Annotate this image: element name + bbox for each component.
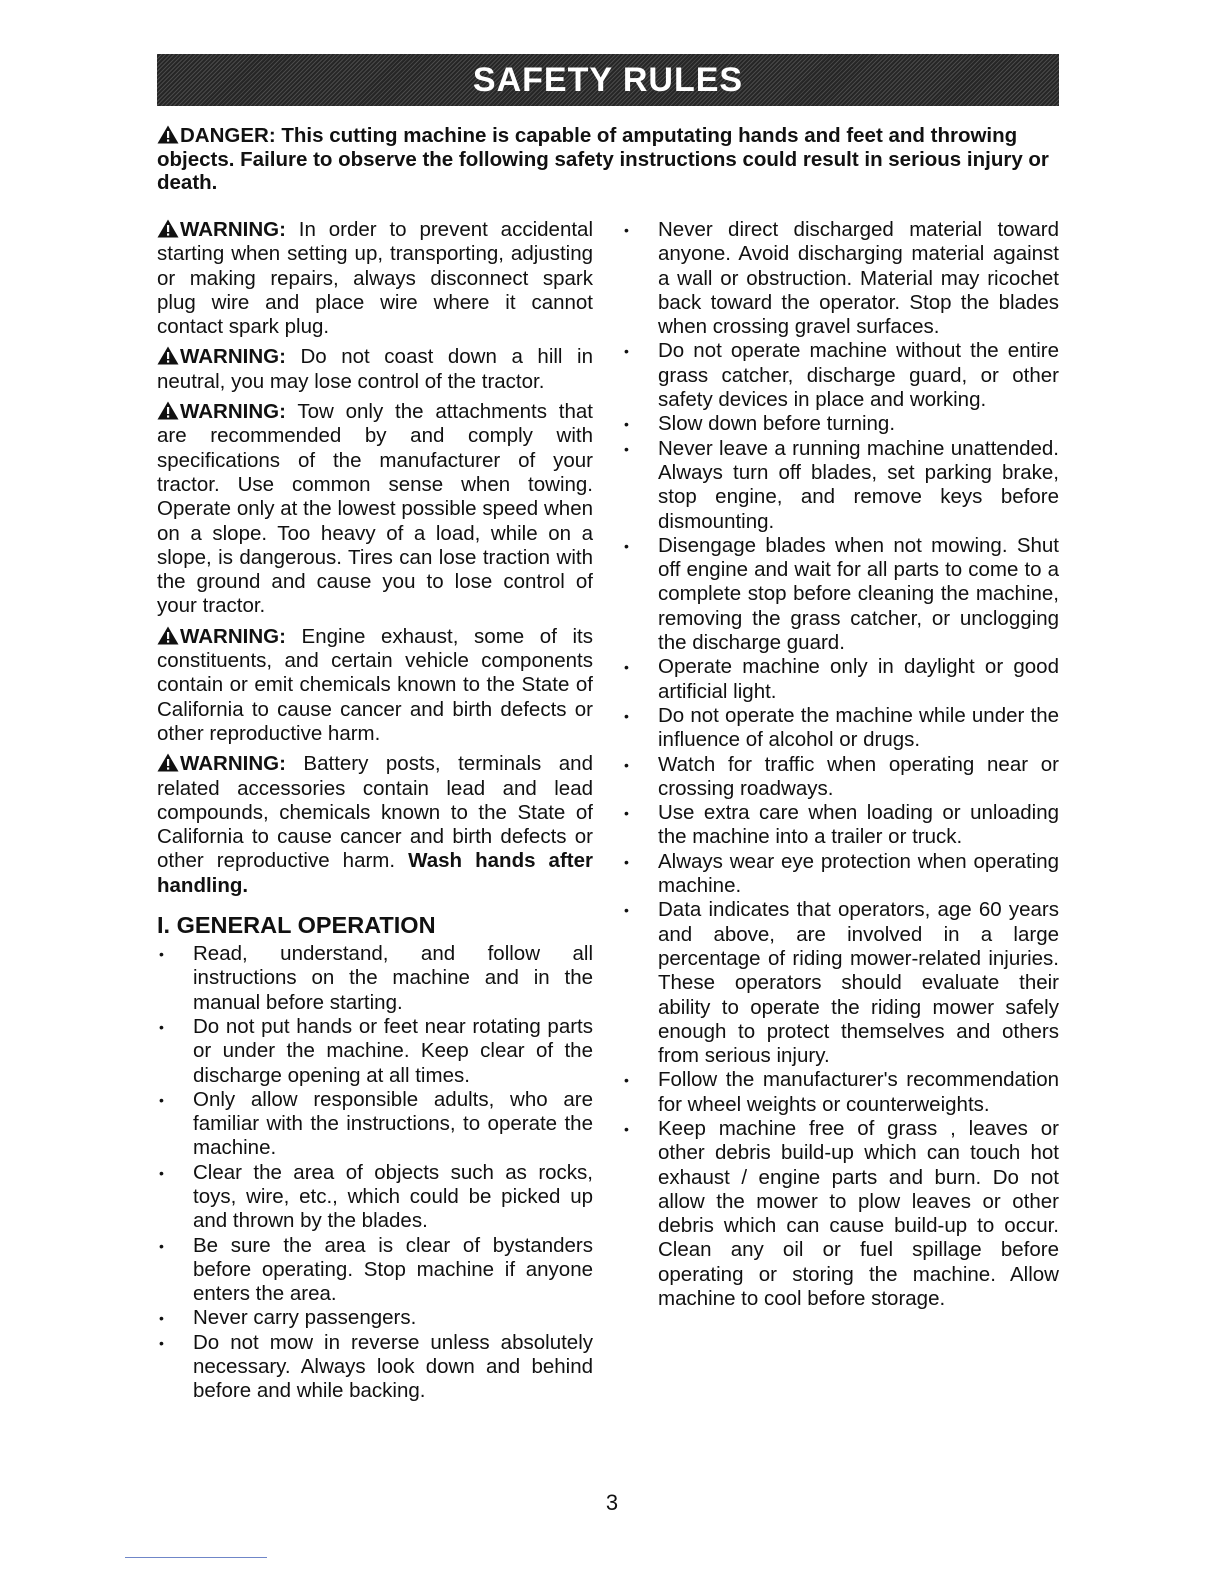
bullet-icon: • [624, 756, 629, 773]
warning-text: Tow only the attachments that are recommended by and comply with specifications of the manufacturer of your tractor. Use common sense when towing. Operate only at the lowest possible speed when on a slope. Too heavy of a load, while on a slope, is dangerous. Tires can lose traction with the ground and cause you to lose control of your tractor. [157, 400, 593, 618]
list-item: • Clear the area of objects such as rocks, toys, wire, etc., which could be picked up and thrown by the blades. [159, 1160, 593, 1233]
safety-rules-banner [157, 54, 1059, 106]
warning-text: In order to prevent accidental starting when setting up, transporting, adjusting or making repairs, always disconnect spark plug wire and place wire where it cannot contact spark plug. [157, 218, 593, 339]
warning-paragraph [157, 218, 593, 339]
warning-triangle-icon [157, 626, 179, 645]
list-item: • Do not put hands or feet near rotating parts or under the machine. Keep clear of the discharge opening at all times. [159, 1014, 593, 1087]
warning-paragraph [157, 625, 593, 746]
warning-label: WARNING: [180, 400, 286, 424]
warning-text: Engine exhaust, some of its constituents, and certain vehicle components contain or emit chemicals known to the State of California to cause cancer and birth defects or other reproductive harm. [157, 624, 593, 745]
general-operation-list-continued [622, 218, 1059, 1311]
warning-triangle-icon [157, 125, 179, 144]
warning-triangle-icon [157, 219, 179, 238]
bullet-icon: • [624, 902, 629, 919]
list-item: • Disengage blades when not mowing. Shut off engine and wait for all parts to come to a complete stop before cleaning the machine, removing the grass catcher, or unclogging the discharge guard. [624, 533, 1059, 655]
bullet-icon: • [159, 1310, 164, 1327]
bullet-icon: • [624, 416, 629, 433]
list-item: • Never carry passengers. [159, 1306, 417, 1330]
list-item: • Always wear eye protection when operating machine. [624, 849, 1059, 898]
warning-label: WARNING: [180, 345, 286, 369]
list-item: • Slow down before turning. [624, 412, 896, 436]
warning-paragraph [157, 752, 593, 898]
list-item: • Do not operate the machine while under the influence of alcohol or drugs. [624, 703, 1059, 752]
warning-text: Battery posts, terminals and related accessories contain lead and lead compounds, chemicals known to the State of California to cause cancer and birth defects or other reproductive harm. [157, 752, 593, 873]
warning-text: Do not coast down a hill in neutral, you may lose control of the tractor. [157, 345, 593, 393]
danger-statement [157, 124, 1062, 195]
list-item: • Operate machine only in daylight or good artificial light. [624, 655, 1059, 703]
bullet-icon: • [159, 1164, 164, 1181]
section-heading: I. GENERAL OPERATION [157, 912, 436, 939]
warning-paragraph [157, 345, 593, 394]
warning-paragraph [157, 400, 593, 619]
list-item: • Keep machine free of grass , leaves or other debris build-up which can touch hot exhaust / engine parts and burn. Do not allow the mower to plow leaves or other debris which can cause build-up to occur. Clean any oil or fuel spillage before operating or storing the machine. Allow machine to cool before storage. [624, 1116, 1059, 1311]
bullet-icon: • [159, 946, 164, 963]
list-item: • Use extra care when loading or unloading the machine into a trailer or truck. [624, 801, 1059, 849]
warning-triangle-icon [157, 401, 179, 420]
danger-label: DANGER: [180, 124, 276, 147]
danger-text: This cutting machine is capable of amputating hands and feet and throwing objects. Failure to observe the following safety instructions could result in serious injury or death. [157, 124, 1049, 194]
list-item: • Data indicates that operators, age 60 years and above, are involved in a large percentage of riding mower-related injuries. These operators should evaluate their ability to operate the riding mower safely enough to protect themselves and others from serious injury. [624, 898, 1059, 1068]
bullet-icon: • [624, 1072, 629, 1089]
general-operation-list [157, 942, 593, 1404]
bullet-icon: • [624, 1120, 629, 1137]
list-item: • Read, understand, and follow all instructions on the machine and in the manual before starting. [159, 942, 593, 1014]
bullet-icon: • [159, 1334, 164, 1351]
bullet-icon: • [624, 805, 629, 822]
bullet-icon: • [624, 537, 629, 554]
warning-triangle-icon [157, 346, 179, 365]
warning-label: WARNING: [180, 218, 286, 241]
list-item: • Follow the manufacturer's recommendation for wheel weights or counterweights. [624, 1068, 1059, 1116]
bullet-icon: • [624, 343, 629, 360]
warning-label: WARNING: [180, 624, 286, 648]
page-number: 3 [605, 1490, 619, 1515]
list-item: • Be sure the area is clear of bystanders before operating. Stop machine if anyone enters the area. [159, 1233, 593, 1306]
page-title: SAFETY RULES [472, 61, 744, 99]
bullet-icon: • [159, 1018, 164, 1035]
warning-triangle-icon [157, 753, 179, 772]
right-column [622, 218, 1059, 1311]
list-item: • Watch for traffic when operating near or crossing roadways. [624, 752, 1059, 800]
bullet-icon: • [624, 853, 629, 870]
bullet-icon: • [624, 222, 629, 238]
footer-rule [125, 1557, 267, 1558]
list-item: • Do not operate machine without the entire grass catcher, discharge guard, or other safety devices in place and working. [624, 339, 1059, 412]
left-column [157, 218, 593, 1404]
warning-label: WARNING: [180, 752, 286, 776]
list-item: • Never leave a running machine unattended. Always turn off blades, set parking brake, stop engine, and remove keys before dismounting. [624, 436, 1059, 533]
warning-bold-tail: Wash hands after handling. [157, 849, 593, 897]
bullet-icon: • [159, 1237, 164, 1254]
list-item: • Only allow responsible adults, who are familiar with the instructions, to operate the machine. [159, 1087, 593, 1160]
list-item: • Do not mow in reverse unless absolutely necessary. Always look down and behind before and while backing. [159, 1330, 593, 1403]
bullet-icon: • [624, 659, 629, 676]
bullet-icon: • [624, 440, 629, 457]
bullet-icon: • [624, 707, 629, 724]
bullet-icon: • [159, 1091, 164, 1108]
list-item: • Never direct discharged material toward anyone. Avoid discharging material against a wall or obstruction. Material may ricochet back toward the operator. Stop the blades when crossing gravel surfaces. [624, 218, 1059, 339]
